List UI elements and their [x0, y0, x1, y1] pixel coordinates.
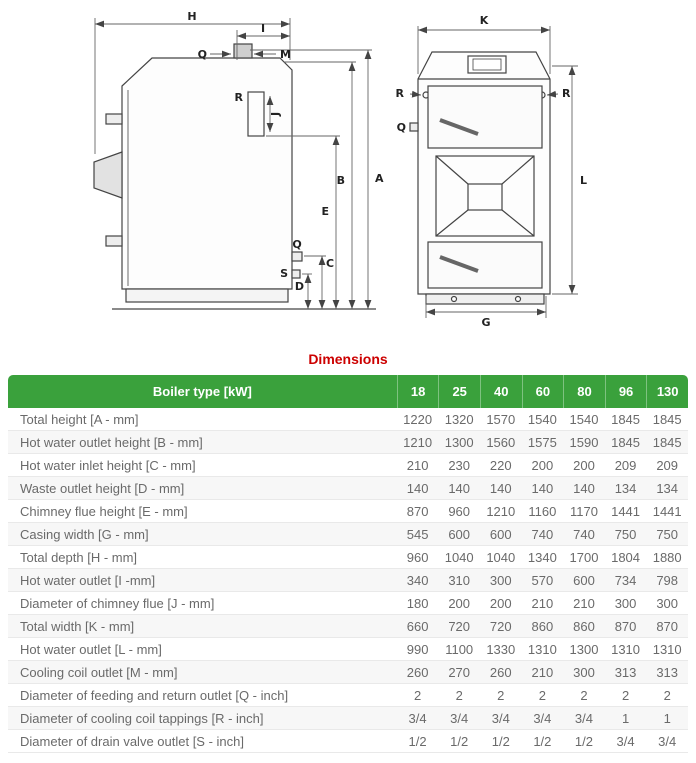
- dim-label-g: G: [481, 316, 491, 329]
- row-value: 860: [563, 615, 605, 638]
- row-label: Total width [K - mm]: [8, 615, 397, 638]
- dim-label-j: J: [269, 111, 282, 117]
- table-body: [8, 408, 688, 753]
- boiler-diagram: [0, 0, 696, 347]
- table-row: [8, 615, 688, 638]
- row-value: 1/2: [563, 730, 605, 753]
- row-value: 2: [522, 684, 564, 707]
- dim-label-d: D: [294, 280, 304, 293]
- row-value: 140: [563, 477, 605, 500]
- door-handle: [94, 152, 122, 198]
- table-row: [8, 454, 688, 477]
- row-value: 1040: [438, 546, 480, 569]
- row-value: 210: [522, 661, 564, 684]
- dim-label-e: E: [321, 205, 329, 218]
- row-value: 1210: [397, 431, 439, 454]
- row-value: 210: [563, 592, 605, 615]
- table-row: [8, 523, 688, 546]
- row-value: 1/2: [397, 730, 439, 753]
- row-value: 870: [605, 615, 647, 638]
- dim-label-r: R: [234, 91, 243, 104]
- row-value: 300: [605, 592, 647, 615]
- row-value: 134: [646, 477, 688, 500]
- row-value: 2: [605, 684, 647, 707]
- row-value: 1300: [563, 638, 605, 661]
- row-label: Diameter of feeding and return outlet [Q - inch]: [8, 684, 397, 707]
- dim-label-h: H: [187, 10, 197, 23]
- row-value: 990: [397, 638, 439, 661]
- feed-outlet-stub: [410, 123, 418, 131]
- row-label: Casing width [G - mm]: [8, 523, 397, 546]
- table-header-col: 96: [605, 375, 647, 408]
- front-view-drawing: [410, 52, 550, 304]
- row-value: 960: [438, 500, 480, 523]
- row-value: 1320: [438, 408, 480, 431]
- row-value: 1170: [563, 500, 605, 523]
- row-value: 1575: [522, 431, 564, 454]
- row-label: Diameter of drain valve outlet [S - inch]: [8, 730, 397, 753]
- table-row: [8, 477, 688, 500]
- row-label: Hot water outlet [L - mm]: [8, 638, 397, 661]
- row-label: Total depth [H - mm]: [8, 546, 397, 569]
- row-value: 1845: [605, 431, 647, 454]
- row-value: 3/4: [438, 707, 480, 730]
- row-value: 1560: [480, 431, 522, 454]
- row-value: 180: [397, 592, 439, 615]
- dim-label-q-bottom: Q: [292, 238, 302, 251]
- hinge-top: [106, 114, 122, 124]
- row-value: 3/4: [522, 707, 564, 730]
- row-value: 1/2: [522, 730, 564, 753]
- table-row: [8, 500, 688, 523]
- base-bar: [426, 294, 544, 304]
- row-value: 1: [646, 707, 688, 730]
- row-value: 3/4: [646, 730, 688, 753]
- row-value: 1570: [480, 408, 522, 431]
- row-value: 740: [522, 523, 564, 546]
- dim-label-i: I: [260, 22, 266, 35]
- table-row: [8, 546, 688, 569]
- row-value: 1540: [563, 408, 605, 431]
- row-value: 1340: [522, 546, 564, 569]
- table-row: [8, 431, 688, 454]
- row-value: 1880: [646, 546, 688, 569]
- row-value: 3/4: [397, 707, 439, 730]
- row-label: Diameter of chimney flue [J - mm]: [8, 592, 397, 615]
- lower-door: [428, 242, 542, 288]
- row-value: 3/4: [605, 730, 647, 753]
- row-value: 1160: [522, 500, 564, 523]
- row-value: 1: [605, 707, 647, 730]
- row-value: 313: [605, 661, 647, 684]
- row-value: 2: [646, 684, 688, 707]
- row-value: 1100: [438, 638, 480, 661]
- row-label: Waste outlet height [D - mm]: [8, 477, 397, 500]
- table-row: [8, 569, 688, 592]
- row-value: 340: [397, 569, 439, 592]
- dim-label-r-right: R: [562, 87, 571, 100]
- table-header-col: 25: [438, 375, 480, 408]
- row-value: 300: [646, 592, 688, 615]
- row-value: 140: [522, 477, 564, 500]
- row-value: 300: [563, 661, 605, 684]
- row-value: 600: [563, 569, 605, 592]
- row-value: 1310: [646, 638, 688, 661]
- row-value: 1310: [605, 638, 647, 661]
- row-value: 1845: [605, 408, 647, 431]
- row-value: 545: [397, 523, 439, 546]
- table-row: [8, 684, 688, 707]
- row-value: 1845: [646, 408, 688, 431]
- row-value: 1804: [605, 546, 647, 569]
- row-value: 3/4: [563, 707, 605, 730]
- row-value: 1300: [438, 431, 480, 454]
- row-value: 3/4: [480, 707, 522, 730]
- flue-pipe: [248, 92, 264, 136]
- dim-label-k: K: [479, 14, 489, 27]
- row-value: 1590: [563, 431, 605, 454]
- row-value: 1/2: [480, 730, 522, 753]
- row-value: 1330: [480, 638, 522, 661]
- row-value: 200: [563, 454, 605, 477]
- row-label: Hot water outlet [I -mm]: [8, 569, 397, 592]
- row-value: 260: [480, 661, 522, 684]
- row-value: 140: [438, 477, 480, 500]
- row-value: 200: [438, 592, 480, 615]
- dim-label-s: S: [280, 267, 288, 280]
- row-value: 209: [646, 454, 688, 477]
- row-value: 260: [397, 661, 439, 684]
- row-value: 2: [438, 684, 480, 707]
- table-header-col: 80: [563, 375, 605, 408]
- dim-label-c: C: [326, 257, 335, 270]
- row-value: 1441: [605, 500, 647, 523]
- boiler-technical-drawing: [0, 4, 696, 342]
- row-value: 2: [480, 684, 522, 707]
- row-value: 209: [605, 454, 647, 477]
- table-row: [8, 730, 688, 753]
- table-row: [8, 661, 688, 684]
- row-value: 870: [397, 500, 439, 523]
- row-value: 798: [646, 569, 688, 592]
- row-value: 1/2: [438, 730, 480, 753]
- table-row: [8, 592, 688, 615]
- row-value: 1540: [522, 408, 564, 431]
- dim-label-q-front: Q: [396, 121, 406, 134]
- row-value: 270: [438, 661, 480, 684]
- table-row: [8, 638, 688, 661]
- row-value: 600: [480, 523, 522, 546]
- row-value: 660: [397, 615, 439, 638]
- row-value: 313: [646, 661, 688, 684]
- row-value: 860: [522, 615, 564, 638]
- dimensions-table: [8, 375, 688, 753]
- row-label: Cooling coil outlet [M - mm]: [8, 661, 397, 684]
- row-value: 720: [480, 615, 522, 638]
- row-value: 300: [480, 569, 522, 592]
- row-value: 960: [397, 546, 439, 569]
- row-value: 2: [563, 684, 605, 707]
- row-value: 200: [522, 454, 564, 477]
- row-value: 1310: [522, 638, 564, 661]
- dim-label-l: L: [580, 174, 588, 187]
- row-value: 210: [397, 454, 439, 477]
- table-header-col: 40: [480, 375, 522, 408]
- row-value: 1220: [397, 408, 439, 431]
- row-value: 750: [605, 523, 647, 546]
- section-title: Dimensions: [308, 351, 388, 367]
- row-value: 134: [605, 477, 647, 500]
- dim-label-r-left: R: [395, 87, 404, 100]
- row-value: 1040: [480, 546, 522, 569]
- table-header-boiler-type: Boiler type [kW]: [8, 375, 397, 408]
- dim-label-q-top: Q: [197, 48, 207, 61]
- row-value: 140: [480, 477, 522, 500]
- row-value: 140: [397, 477, 439, 500]
- row-value: 1700: [563, 546, 605, 569]
- row-label: Hot water inlet height [C - mm]: [8, 454, 397, 477]
- row-value: 1210: [480, 500, 522, 523]
- dimensions-table-container: [0, 375, 696, 763]
- row-value: 310: [438, 569, 480, 592]
- row-value: 1441: [646, 500, 688, 523]
- table-header-col: 60: [522, 375, 564, 408]
- row-value: 1845: [646, 431, 688, 454]
- drain-valve-stub: [292, 270, 300, 278]
- row-label: Total height [A - mm]: [8, 408, 397, 431]
- row-value: 600: [438, 523, 480, 546]
- row-value: 870: [646, 615, 688, 638]
- row-value: 220: [480, 454, 522, 477]
- row-value: 200: [480, 592, 522, 615]
- dim-label-m: M: [280, 48, 291, 61]
- dim-label-a: A: [375, 172, 384, 185]
- flue-opening: [468, 56, 506, 73]
- row-value: 570: [522, 569, 564, 592]
- return-outlet-stub: [292, 252, 302, 261]
- table-header-row: [8, 375, 688, 408]
- table-header-col: 18: [397, 375, 439, 408]
- row-label: Hot water outlet height [B - mm]: [8, 431, 397, 454]
- table-header-col: 130: [646, 375, 688, 408]
- hinge-bottom: [106, 236, 122, 246]
- dim-label-b: B: [336, 174, 345, 187]
- row-value: 2: [397, 684, 439, 707]
- row-value: 210: [522, 592, 564, 615]
- row-value: 750: [646, 523, 688, 546]
- table-row: [8, 707, 688, 730]
- row-value: 230: [438, 454, 480, 477]
- table-row: [8, 408, 688, 431]
- upper-door: [428, 86, 542, 148]
- row-value: 740: [563, 523, 605, 546]
- row-value: 720: [438, 615, 480, 638]
- row-value: 734: [605, 569, 647, 592]
- row-label: Chimney flue height [E - mm]: [8, 500, 397, 523]
- row-label: Diameter of cooling coil tappings [R - inch]: [8, 707, 397, 730]
